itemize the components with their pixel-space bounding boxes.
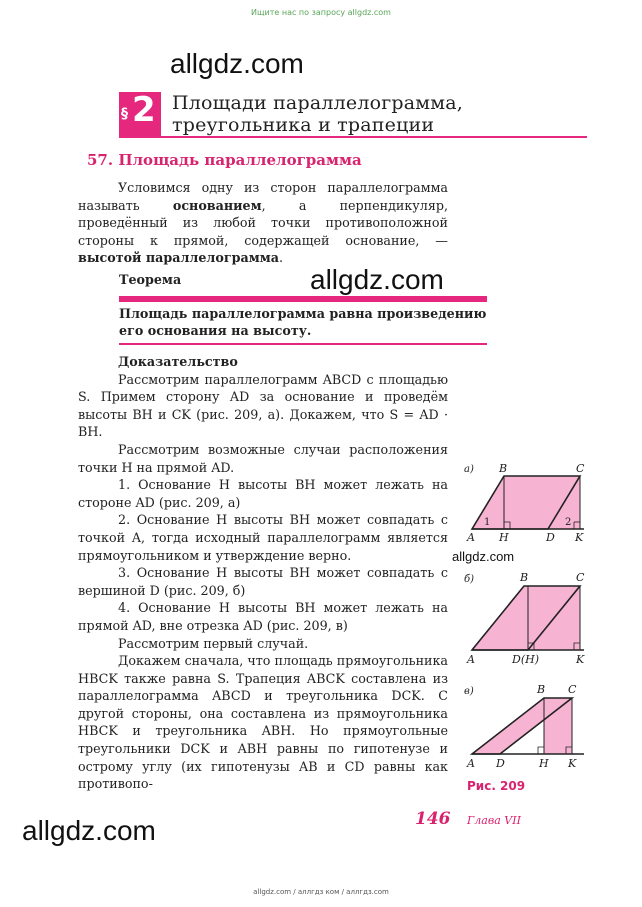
proof-paragraph: 2. Основание H высоты BH может совпадать с точкой A, тогда исходный параллелограмм является прямоугольником и утверждение верно.: [78, 512, 448, 563]
chapter-badge: [119, 92, 161, 136]
proof-paragraph: 1. Основание H высоты BH может лежать на стороне AD (рис. 209, а): [78, 477, 448, 510]
watermark-top: allgdz.com: [170, 48, 304, 79]
fig-b-point-dh: D(H): [512, 653, 539, 666]
fig-b-point-k: K: [576, 653, 585, 666]
intro-text: Условимся одну из сторон параллелограмма называть основанием, а перпендикуляр, проведённый из любой точки противоположной стороны к прямой, содержащей основание, — высотой параллелограмма.: [78, 180, 448, 266]
fig-c-point-a: A: [467, 757, 475, 770]
fig-b-point-b: B: [520, 571, 529, 584]
fig-b-point-a: A: [467, 653, 475, 666]
proof-paragraph: 3. Основание H высоты BH может совпадать с вершиной D (рис. 209, б): [78, 565, 448, 598]
proof-paragraph: Рассмотрим параллелограмм ABCD с площадью S. Примем сторону AD за основание и проведём высоты BH и CK (рис. 209, а). Докажем, что S = AD · BH.: [78, 371, 448, 440]
proof-text: [78, 353, 448, 793]
fig-a-label: а): [464, 464, 474, 475]
fig-c-point-c: C: [568, 683, 577, 696]
proof-paragraph: Рассмотрим возможные случаи расположения точки H на прямой AD.: [78, 441, 448, 475]
theorem-label: Теорема: [119, 272, 182, 287]
figure-209: [462, 458, 592, 788]
theorem-text: Площадь параллелограмма равна произведению его основания на высоту.: [119, 306, 487, 338]
proof-paragraph: 4. Основание H высоты BH может лежать на прямой AD, вне отрезка AD (рис. 209, в): [78, 600, 448, 633]
chapter-title-line1: Площади параллелограмма,: [172, 92, 464, 114]
chapter-rule: [119, 136, 587, 138]
fig-b-point-c: C: [576, 571, 585, 584]
fig-c-rect: [544, 698, 572, 754]
bottom-note: allgdz.com / аллгдз ком / аллгдз.com: [253, 888, 389, 896]
term-base: основанием: [172, 197, 262, 213]
fig-c-point-d: D: [496, 757, 505, 770]
top-note: Ищите нас по запросу allgdz.com: [251, 8, 391, 17]
page-chapter: Глава VII: [467, 814, 521, 827]
proof-label: Доказательство: [118, 354, 238, 369]
figure-caption: Рис. 209: [467, 779, 526, 793]
chapter-title-line2: треугольника и трапеции: [172, 114, 435, 136]
fig-a-angle-1: 1: [484, 517, 491, 528]
theorem-rule-top: [119, 296, 487, 302]
page-number: 146: [415, 809, 451, 829]
section-title: 57. Площадь параллелограмма: [87, 151, 362, 169]
chapter-title: [172, 92, 463, 136]
section-sign: §: [121, 106, 128, 122]
fig-a-angle-2: 2: [565, 517, 572, 528]
fig-b-label: б): [464, 574, 475, 585]
watermark-middle: allgdz.com: [310, 264, 444, 295]
theorem-rule-bottom: [119, 343, 487, 345]
fig-c-right-angle-h: [538, 747, 544, 754]
watermark-small: allgdz.com: [452, 549, 515, 564]
fig-a-point-d: D: [546, 531, 555, 544]
term-height: высотой параллелограмма: [78, 250, 279, 266]
fig-a-point-h: H: [499, 531, 509, 544]
proof-paragraph: Докажем сначала, что площадь прямоугольника HBCK также равна S. Трапеция ABCK составлена из параллелограмма ABCD и треугольника DCK. С другой стороны, она составлена из прямоугольника HBCK и треугольника ABH. Но прямоугольные треугольники DCK и ABH равны по гипотенузе и острому углу (их гипотенузы AB и CD равны как противопо-: [78, 653, 448, 792]
fig-c-point-b: B: [537, 683, 546, 696]
fig-a-point-k: K: [575, 531, 584, 544]
figure-svg: [462, 458, 592, 788]
fig-a-point-b: B: [499, 462, 508, 475]
watermark-bottom: allgdz.com: [22, 815, 156, 846]
fig-c-point-k: K: [568, 757, 577, 770]
fig-c-point-h: H: [539, 757, 549, 770]
fig-c-label: в): [464, 686, 474, 697]
fig-a-point-a: A: [467, 531, 475, 544]
chapter-number: 2: [132, 90, 156, 130]
proof-paragraph: Рассмотрим первый случай.: [118, 635, 309, 651]
fig-a-point-c: C: [576, 462, 585, 475]
